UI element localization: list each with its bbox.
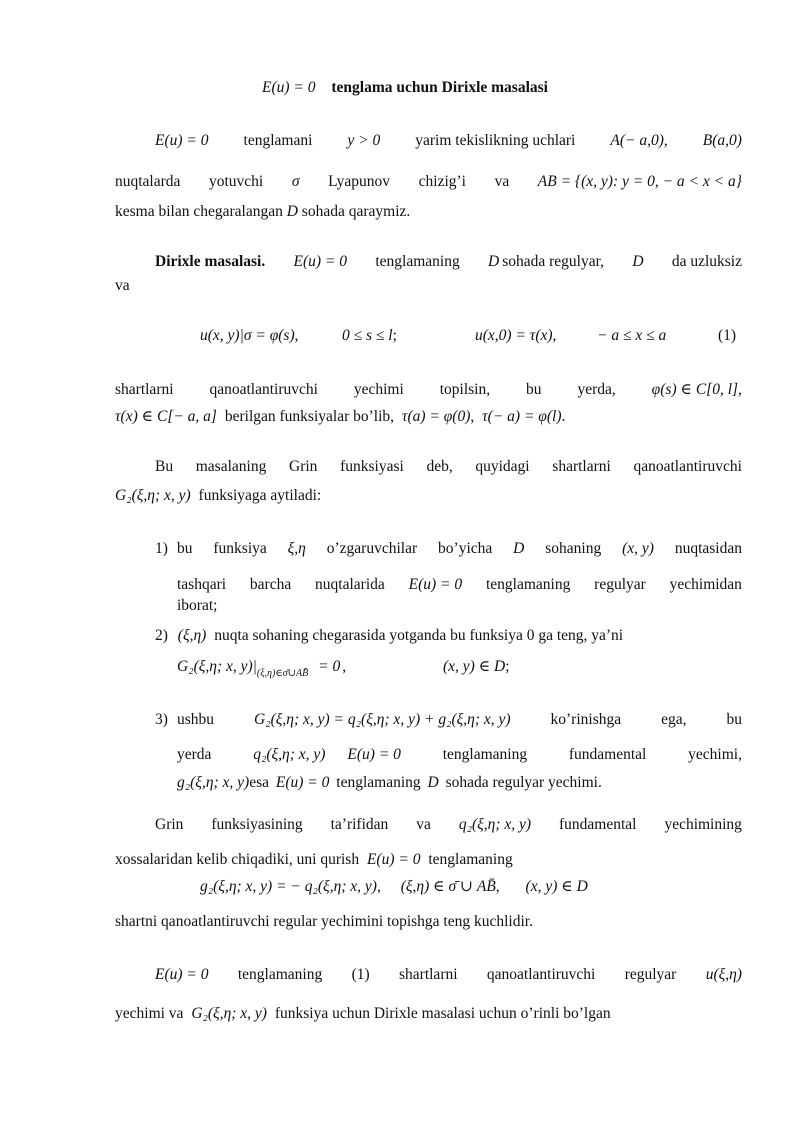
list-item-1-line-3 <box>177 596 800 616</box>
text: funksiya <box>213 540 267 557</box>
text: ushbu <box>177 711 215 728</box>
text: va <box>416 816 431 833</box>
text: da uzluksiz <box>671 253 742 270</box>
text: yotuvchi <box>209 173 264 190</box>
formula-eu: E(u) = 0 <box>293 253 348 270</box>
separator: , <box>376 878 381 895</box>
text: nuqtasidan <box>674 540 742 557</box>
text: qanoatlantiruvchi <box>633 458 742 475</box>
formula-eu: E(u) = 0 <box>155 132 209 149</box>
text: nuqta sohaning chegarasida yotganda bu funksiya 0 ga teng, ya’ni <box>214 627 624 644</box>
text: iborat; <box>177 597 218 614</box>
text: Grin <box>155 816 184 833</box>
formula-green-function: G₂(ξ,η; x, y) <box>115 487 191 504</box>
formula-d: D <box>513 540 525 557</box>
equation-1-range-s <box>342 326 397 346</box>
text: ega, <box>661 711 687 728</box>
equation-1-left <box>200 326 299 346</box>
formula-tau-a: τ(a) = φ(0) <box>401 408 471 425</box>
text: yechimi, <box>688 746 742 763</box>
separator: , <box>495 878 500 895</box>
list-item-3-line-2 <box>177 745 742 765</box>
separator: , <box>552 327 557 344</box>
formula-q2: q₂(ξ,η; x, y) <box>253 746 326 763</box>
formula-xi-eta-boundary: (ξ,η) ∈ σ̄ ∪ AB̄ <box>400 878 496 895</box>
formula-phi-class: φ(s) ∈ C[0, l] <box>651 381 739 398</box>
formula-segment-ab: AB = {(x, y): y = 0, − a < x < a} <box>537 173 742 190</box>
formula-d: D <box>286 203 298 220</box>
paragraph-1-line-2 <box>115 172 742 192</box>
text: va <box>115 277 130 294</box>
formula-boundary-sigma: u(x, y)|σ = φ(s) <box>200 327 295 344</box>
text: yechimidan <box>669 576 742 593</box>
paragraph-1-line-3 <box>115 202 742 222</box>
formula-eu: E(u) = 0 <box>366 851 421 868</box>
text: funksiyaga aytiladi: <box>198 487 322 504</box>
definition-label: Dirixle masalasi. <box>155 253 266 270</box>
formula-range-x: − a ≤ x ≤ a <box>597 327 667 344</box>
formula-tau-minus-a: τ(− a) = φ(l) <box>482 408 562 425</box>
text: tashqari <box>177 576 227 593</box>
equation-number: (1) <box>718 327 737 344</box>
formula-point-b: B(a,0) <box>702 132 742 149</box>
text: shartlarni <box>552 458 611 475</box>
list-item-1-line-1 <box>177 539 742 559</box>
text: masalaning <box>195 458 267 475</box>
text: tenglamaning <box>442 746 528 763</box>
text: xossalaridan kelib chiqadiki, uni qurish <box>115 851 360 868</box>
text: nuqtalarda <box>115 173 181 190</box>
equation-1-right <box>475 326 556 346</box>
text: sohada regulyar, <box>502 253 605 270</box>
text: tenglamani <box>243 132 313 149</box>
text: tenglamaning <box>375 253 460 270</box>
paragraph-4-line-1 <box>155 815 742 835</box>
text: yechimi va <box>115 1005 184 1022</box>
text: regulyar <box>624 966 677 983</box>
text: bu <box>526 381 542 398</box>
title-text: tenglama uchun Dirixle masalasi <box>331 79 548 96</box>
title-formula: E(u) = 0 <box>262 79 316 96</box>
paragraph-4-equation <box>200 877 588 897</box>
list-number: 3) <box>155 711 168 728</box>
formula-green-decomposition: G₂(ξ,η; x, y) = q₂(ξ,η; x, y) + g₂(ξ,η; x, y) <box>254 711 511 728</box>
text: fundamental <box>568 746 647 763</box>
text: shartlarni <box>115 381 174 398</box>
separator: ; <box>505 658 510 675</box>
formula-equals-zero: = 0 <box>318 658 341 675</box>
text: yarim tekislikning uchlari <box>415 132 576 149</box>
text: yechimining <box>664 816 742 833</box>
text: tenglamaning <box>428 851 513 868</box>
text: barcha <box>249 576 292 593</box>
formula-point-a: A(− a,0) <box>610 132 664 149</box>
formula-boundary-subscript: (ξ,η)∈σ̄∪AB̄ <box>256 668 309 679</box>
text: Lyapunov <box>328 173 391 190</box>
text: deb, <box>426 458 453 475</box>
text: nuqtalarida <box>315 576 385 593</box>
paragraph-2-line-2 <box>115 276 742 296</box>
separator: , <box>294 327 299 344</box>
paragraph-3-line-1 <box>155 457 742 477</box>
list-item-3-line-3 <box>177 773 800 793</box>
text: yerda <box>177 746 212 763</box>
text: shartni qanoatlantiruvchi regular yechimini topishga teng kuchlidir. <box>115 913 533 930</box>
formula-eu: E(u) = 0 <box>408 576 463 593</box>
text: funksiyasi <box>340 458 404 475</box>
paragraph-1-line-1 <box>155 131 742 151</box>
text: yerda, <box>577 381 616 398</box>
text: tenglamaning <box>485 576 571 593</box>
text: ko’rinishga <box>550 711 622 728</box>
text: Grin <box>289 458 318 475</box>
section-title <box>262 78 548 98</box>
text: berilgan funksiyalar bo’lib, <box>224 408 395 425</box>
list-item-1-line-2 <box>177 575 742 595</box>
paragraph-5-line-2 <box>115 1004 742 1024</box>
text: bu <box>177 540 193 557</box>
formula-range-s: 0 ≤ s ≤ l <box>342 327 393 344</box>
separator: , <box>342 658 347 675</box>
text: bo’yicha <box>438 540 493 557</box>
paragraph-4-line-2 <box>115 850 742 870</box>
paragraph-2-line-3 <box>115 380 742 400</box>
formula-point-xy: (x, y) <box>622 540 654 557</box>
text: fundamental <box>559 816 637 833</box>
text: o’zgaruvchilar <box>326 540 418 557</box>
text: topilsin, <box>439 381 491 398</box>
text: sohada regulyar yechimi. <box>445 774 602 791</box>
list-item-3-line-1 <box>177 710 742 730</box>
formula-boundary-ab: u(x,0) = τ(x) <box>475 327 553 344</box>
formula-g2-equals-minus-q2: g₂(ξ,η; x, y) = − q₂(ξ,η; x, y) <box>200 878 377 895</box>
text: tenglamaning <box>336 774 421 791</box>
text: yechimi <box>353 381 404 398</box>
formula-d: D <box>488 253 500 270</box>
text: Bu <box>155 458 174 475</box>
paragraph-3-line-2 <box>115 486 742 506</box>
paragraph-2-line-4 <box>115 407 742 427</box>
list-item-2-domain <box>443 657 510 677</box>
formula-q2: q₂(ξ,η; x, y) <box>458 816 532 833</box>
list-number: 1) <box>155 540 168 557</box>
text: funksiyasining <box>211 816 303 833</box>
paragraph-4-line-3 <box>115 912 742 932</box>
text: bu <box>726 711 742 728</box>
formula-eu: E(u) = 0 <box>155 966 209 983</box>
paragraph-5-line-1 <box>155 965 742 985</box>
text: regulyar <box>594 576 646 593</box>
text: shartlarni <box>399 966 458 983</box>
text: ta’rifidan <box>330 816 389 833</box>
separator: ; <box>392 327 397 344</box>
text: va <box>494 173 510 190</box>
list-item-2-formula <box>177 657 346 684</box>
equation-reference: (1) <box>351 966 370 983</box>
text: tenglamaning <box>237 966 323 983</box>
text: funksiya uchun Dirixle masalasi uchun o’rinli bo’lgan <box>274 1005 611 1022</box>
list-number: 2) <box>155 627 168 644</box>
formula-green-boundary: G₂(ξ,η; x, y)| <box>177 658 257 675</box>
equation-1-range-x <box>597 326 666 346</box>
text: qanoatlantiruvchi <box>486 966 596 983</box>
formula-sigma: σ <box>291 173 300 190</box>
text: chizig’i <box>418 173 466 190</box>
formula-tau-class: τ(x) ∈ C[− a, a] <box>115 408 217 425</box>
formula-d: D <box>632 253 644 270</box>
paragraph-2-line-1 <box>155 252 742 272</box>
formula-y-positive: y > 0 <box>347 132 381 149</box>
formula-xy-in-d: (x, y) ∈ D <box>443 658 506 675</box>
formula-g2: g₂(ξ,η; x, y) <box>177 774 250 791</box>
formula-eu: E(u) = 0 <box>275 774 330 791</box>
formula-d: D <box>427 774 439 791</box>
text: sohaning <box>545 540 602 557</box>
text: qanoatlantiruvchi <box>209 381 318 398</box>
text: esa <box>249 774 270 791</box>
formula-xi-eta-point: (ξ,η) <box>177 627 207 644</box>
list-item-2-line-1 <box>155 626 782 646</box>
formula-green-function: G₂(ξ,η; x, y) <box>191 1005 267 1022</box>
separator: , <box>470 408 475 425</box>
formula-xi-eta: ξ,η <box>287 540 306 557</box>
text: quyidagi <box>475 458 530 475</box>
separator: , <box>738 381 742 398</box>
separator: . <box>561 408 566 425</box>
text: sohada qaraymiz. <box>301 203 411 220</box>
formula-u-xi-eta: u(ξ,η) <box>705 966 742 983</box>
text: kesma bilan chegaralangan <box>115 203 283 220</box>
formula-eu: E(u) = 0 <box>347 746 401 763</box>
formula-xy-in-d: (x, y) ∈ D <box>525 878 588 895</box>
separator: , <box>663 132 668 149</box>
